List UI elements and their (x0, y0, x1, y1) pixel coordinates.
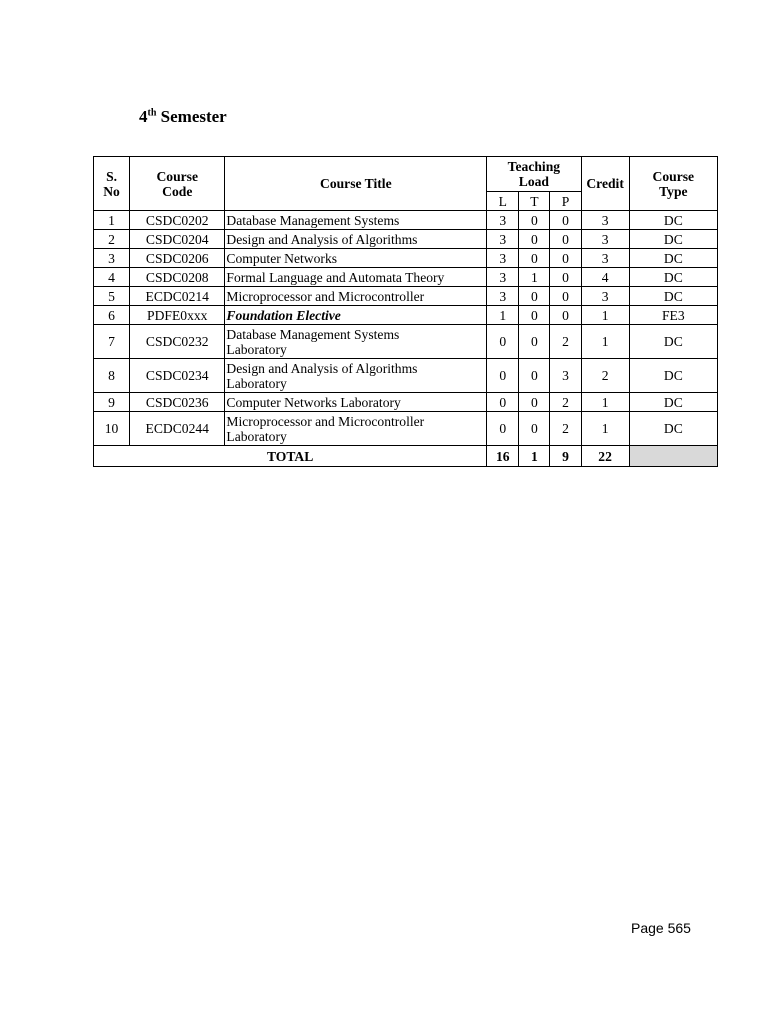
cell-title: Database Management Systems (225, 211, 487, 230)
cell-sno: 1 (94, 211, 130, 230)
cell-sno: 10 (94, 412, 130, 446)
header-sno (94, 157, 130, 211)
cell-title: Formal Language and Automata Theory (225, 268, 487, 287)
cell-title: Computer Networks (225, 249, 487, 268)
header-p: P (550, 192, 581, 211)
cell-code: CSDC0234 (130, 359, 225, 393)
cell-title: Microprocessor and Microcontroller (225, 287, 487, 306)
header-course-title: Course Title (225, 157, 487, 211)
cell-type: DC (629, 230, 717, 249)
cell-t: 0 (519, 287, 550, 306)
cell-t: 0 (519, 325, 550, 359)
cell-p: 0 (550, 268, 581, 287)
cell-sno: 7 (94, 325, 130, 359)
cell-sno: 6 (94, 306, 130, 325)
cell-code: CSDC0208 (130, 268, 225, 287)
cell-l: 3 (487, 268, 519, 287)
cell-credit: 1 (581, 412, 629, 446)
cell-code: CSDC0202 (130, 211, 225, 230)
cell-l: 0 (487, 325, 519, 359)
header-row (94, 157, 718, 192)
cell-sno: 9 (94, 393, 130, 412)
cell-credit: 2 (581, 359, 629, 393)
cell-p: 2 (550, 325, 581, 359)
cell-sno: 2 (94, 230, 130, 249)
table-row (94, 412, 718, 446)
table-row (94, 211, 718, 230)
total-row (94, 446, 718, 467)
cell-title-line-1: Design and Analysis of Algorithms (226, 360, 418, 376)
semester-heading (139, 107, 227, 127)
cell-l: 3 (487, 230, 519, 249)
cell-type: FE3 (629, 306, 717, 325)
cell-p: 0 (550, 230, 581, 249)
cell-title: Computer Networks Laboratory (225, 393, 487, 412)
cell-credit: 4 (581, 268, 629, 287)
cell-sno: 4 (94, 268, 130, 287)
header-l: L (487, 192, 519, 211)
header-teaching-load (487, 157, 581, 192)
semester-number: 4 (139, 107, 148, 126)
header-t: T (519, 192, 550, 211)
header-sno-label: S. No (103, 168, 120, 199)
course-table (93, 156, 718, 467)
cell-title-line-2: Laboratory (226, 428, 287, 444)
cell-p: 2 (550, 393, 581, 412)
cell-type: DC (629, 249, 717, 268)
table-row (94, 268, 718, 287)
cell-title (225, 412, 487, 446)
table-row (94, 325, 718, 359)
total-credit: 22 (581, 446, 629, 467)
cell-t: 0 (519, 230, 550, 249)
cell-type: DC (629, 359, 717, 393)
header-course-code (130, 157, 225, 211)
header-teaching-load-label: Teaching Load (507, 159, 561, 189)
cell-t: 0 (519, 249, 550, 268)
table-row (94, 249, 718, 268)
cell-p: 2 (550, 412, 581, 446)
table-row (94, 306, 718, 325)
cell-p: 0 (550, 211, 581, 230)
cell-p: 0 (550, 306, 581, 325)
cell-credit: 3 (581, 230, 629, 249)
cell-code: ECDC0244 (130, 412, 225, 446)
cell-credit: 3 (581, 287, 629, 306)
total-type-shaded-cell (629, 446, 717, 467)
table-row (94, 287, 718, 306)
total-t: 1 (519, 446, 550, 467)
cell-type: DC (629, 393, 717, 412)
total-p: 9 (550, 446, 581, 467)
cell-p: 0 (550, 249, 581, 268)
cell-l: 3 (487, 287, 519, 306)
cell-l: 3 (487, 211, 519, 230)
cell-p: 0 (550, 287, 581, 306)
table-row (94, 393, 718, 412)
cell-sno: 8 (94, 359, 130, 393)
cell-l: 1 (487, 306, 519, 325)
cell-code: CSDC0236 (130, 393, 225, 412)
cell-title: Foundation Elective (225, 306, 487, 325)
cell-l: 0 (487, 393, 519, 412)
cell-title (225, 359, 487, 393)
header-course-type (629, 157, 717, 211)
table-row (94, 359, 718, 393)
table-row (94, 230, 718, 249)
total-label: TOTAL (94, 446, 487, 467)
cell-title-line-1: Microprocessor and Microcontroller (226, 413, 425, 429)
cell-p: 3 (550, 359, 581, 393)
header-credit: Credit (581, 157, 629, 211)
cell-t: 0 (519, 359, 550, 393)
cell-t: 1 (519, 268, 550, 287)
cell-t: 0 (519, 211, 550, 230)
total-l: 16 (487, 446, 519, 467)
cell-code: CSDC0232 (130, 325, 225, 359)
semester-ordinal-suffix: th (147, 107, 157, 119)
cell-title-line-2: Laboratory (226, 341, 287, 357)
cell-t: 0 (519, 412, 550, 446)
cell-t: 0 (519, 393, 550, 412)
cell-title-line-2: Laboratory (226, 375, 287, 391)
cell-code: PDFE0xxx (130, 306, 225, 325)
cell-credit: 1 (581, 393, 629, 412)
cell-l: 0 (487, 359, 519, 393)
cell-credit: 3 (581, 211, 629, 230)
cell-credit: 1 (581, 325, 629, 359)
cell-type: DC (629, 211, 717, 230)
cell-type: DC (629, 268, 717, 287)
cell-l: 3 (487, 249, 519, 268)
cell-code: CSDC0204 (130, 230, 225, 249)
cell-code: CSDC0206 (130, 249, 225, 268)
cell-credit: 3 (581, 249, 629, 268)
cell-type: DC (629, 325, 717, 359)
cell-type: DC (629, 412, 717, 446)
semester-label: Semester (156, 107, 227, 126)
cell-sno: 3 (94, 249, 130, 268)
cell-title (225, 325, 487, 359)
page-number: Page 565 (631, 920, 691, 936)
cell-title: Design and Analysis of Algorithms (225, 230, 487, 249)
header-course-code-label: Course Code (156, 168, 199, 199)
cell-credit: 1 (581, 306, 629, 325)
cell-type: DC (629, 287, 717, 306)
cell-l: 0 (487, 412, 519, 446)
cell-sno: 5 (94, 287, 130, 306)
cell-code: ECDC0214 (130, 287, 225, 306)
cell-t: 0 (519, 306, 550, 325)
header-course-type-label: Course Type (652, 168, 695, 199)
cell-title-line-1: Database Management Systems (226, 326, 400, 342)
